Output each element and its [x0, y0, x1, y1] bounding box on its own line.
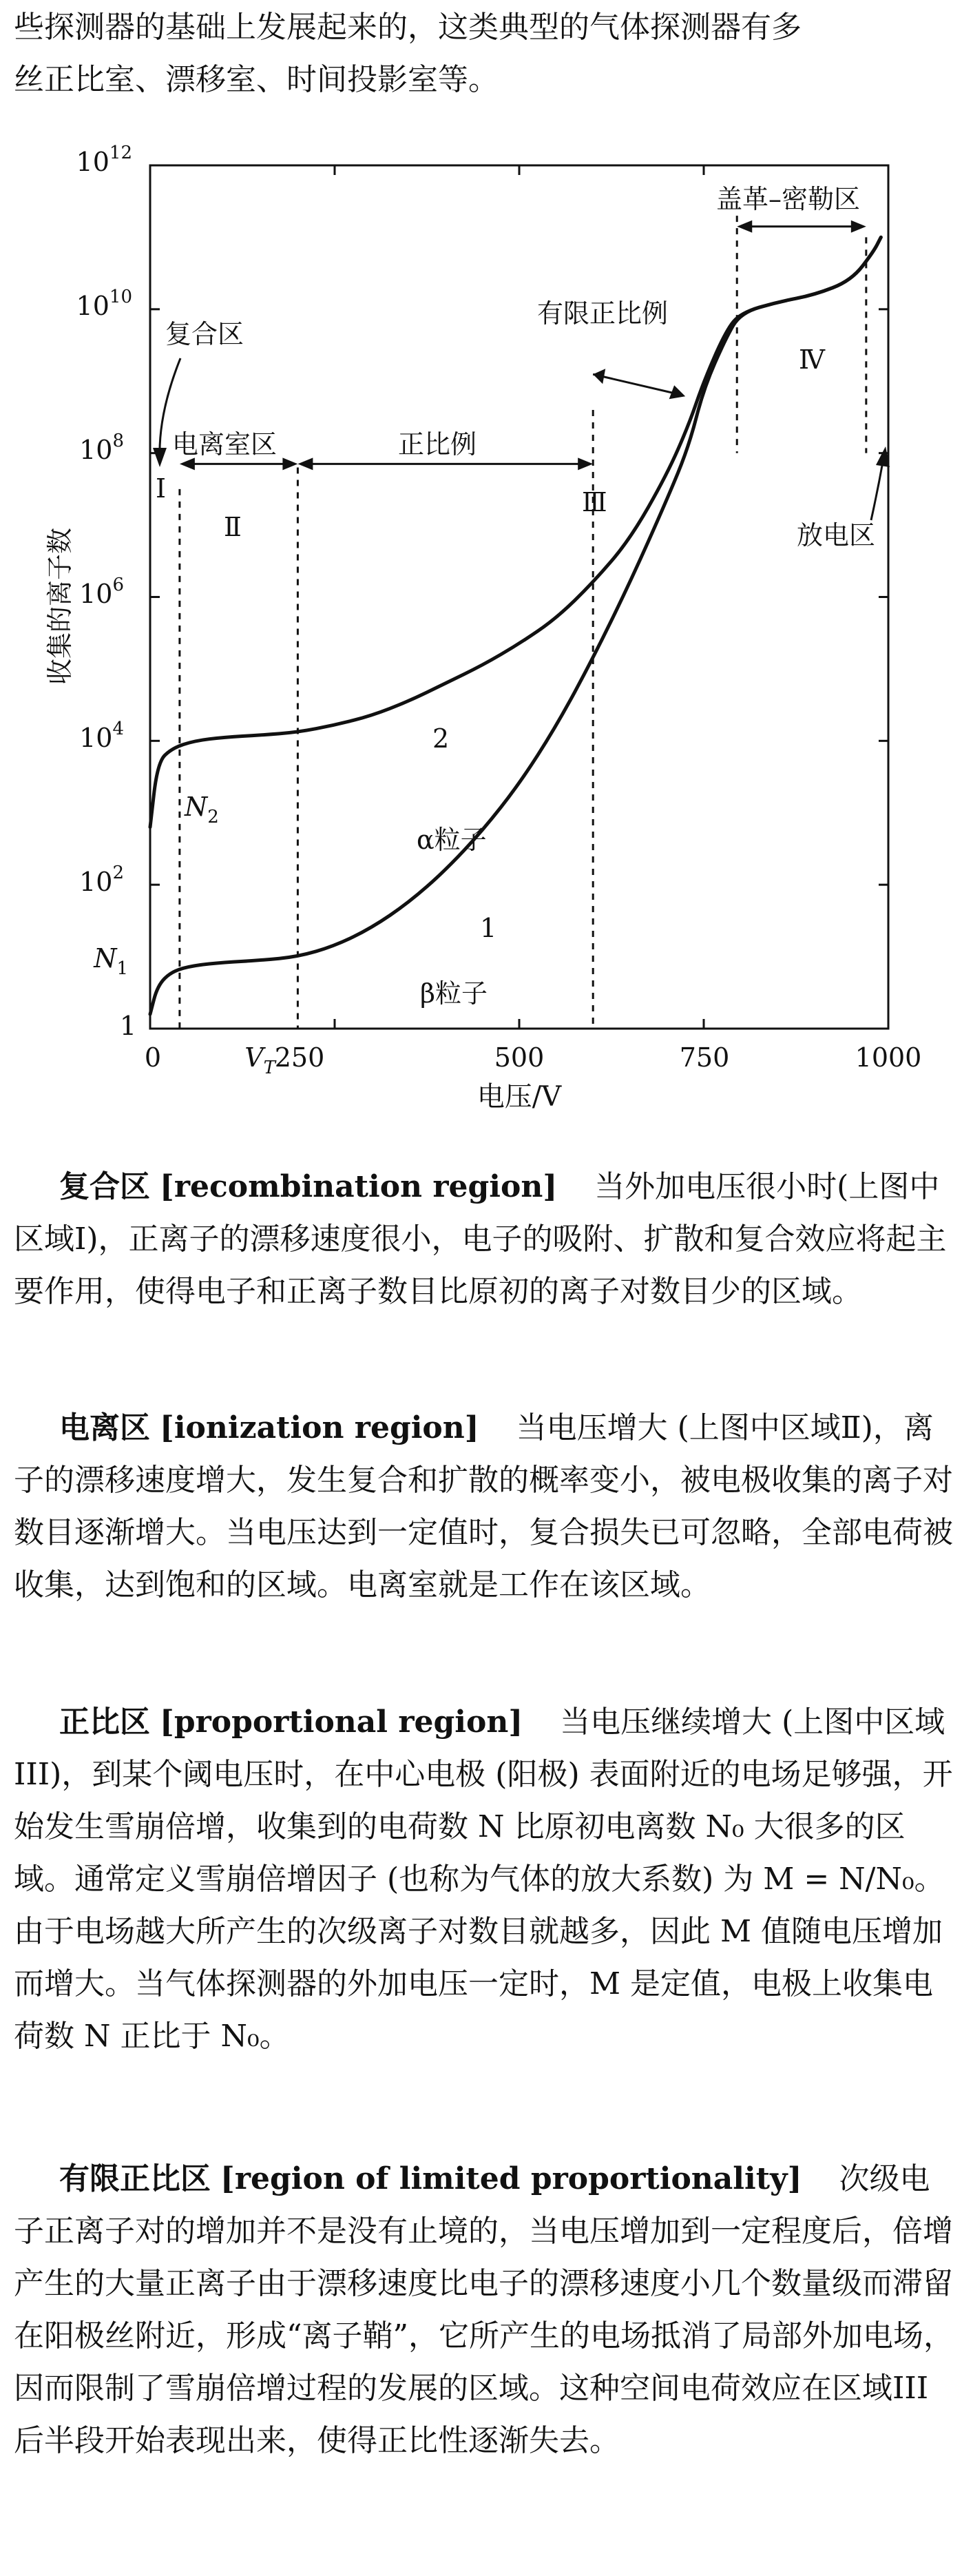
x-tick-label: 750: [679, 1042, 730, 1073]
entry-term: 电离区: [59, 1410, 150, 1445]
y-tick-label: 1: [119, 1011, 136, 1041]
region-label-IV: Ⅳ: [799, 344, 825, 375]
beta-label: β粒子: [420, 978, 488, 1009]
glossary-entry: [14, 1161, 959, 1318]
glossary-entry: [14, 1402, 959, 1611]
limited-arrow: [593, 374, 682, 395]
plot-frame: [150, 165, 888, 1029]
x-axis-label: 电压/V: [477, 1081, 562, 1113]
ion-count-vs-voltage-figure: [0, 124, 973, 1144]
y-tick-label: $N_1$: [94, 943, 128, 979]
intro-line: 些探测器的基础上发展起来的，这类典型的气体探测器有多: [14, 10, 802, 45]
x-tick-label: $V_T$: [244, 1042, 275, 1078]
curve-1: [150, 237, 881, 1014]
limited-arrow-head-left: [593, 369, 605, 384]
y-tick-label: $10^{10}$: [76, 287, 132, 321]
curve-2: [150, 237, 881, 827]
x-tick-label: 500: [494, 1042, 545, 1073]
y-tick-label: $10^4$: [79, 719, 124, 753]
y-tick-label: $10^8$: [79, 431, 124, 465]
intro-line: 丝正比室、漂移室、时间投影室等。: [14, 62, 499, 97]
annotation-ion-chamber: 电离室区: [172, 429, 278, 460]
entry-term: 有限正比区: [59, 2161, 211, 2196]
curve-label-2: 2: [432, 723, 450, 754]
entry-term: 复合区: [59, 1169, 150, 1204]
intro-paragraph: [14, 1, 957, 106]
entry-english: [recombination region]: [160, 1169, 558, 1204]
entry-body: 次级电子正离子对的增加并不是没有止境的，当电压增加到一定程度后，倍增产生的大量正离子由于漂移速度比电子的漂移速度小几个数量级而滞留在阳极丝附近，形成“离子鞘”，它所产生的电场抵消了局部外加电场，因而限制了雪崩倍增过程的发展的区域。这种空间电荷效应在区域III后半段开始表现出来，使得正比性逐渐失去。: [14, 2161, 954, 2458]
proportional-arrow-head-left: [297, 457, 313, 470]
y-tick-labels: [76, 143, 136, 1041]
region-dividers: [180, 216, 866, 1029]
glossary-entry: [14, 1696, 959, 2063]
y-axis-label: 收集的离子数: [45, 527, 75, 686]
annotation-limited: 有限正比例: [537, 298, 669, 329]
annotation-discharge: 放电区: [797, 520, 876, 550]
alpha-label: α粒子: [417, 825, 487, 855]
range-arrows: [180, 220, 866, 471]
entry-body: 当电压增大 (上图中区域Ⅱ)，离子的漂移速度增大，发生复合和扩散的概率变小，被电极收集的离子对数目逐渐增大。当电压达到一定值时，复合损失已可忽略，全部电荷被收集，达到饱和的区域。电离室就是工作在该区域。: [14, 1410, 953, 1603]
entry-body: 当外加电压很小时(上图中区域Ⅰ)，正离子的漂移速度很小，电子的吸附、扩散和复合效应将起主要作用，使得电子和正离子数目比原初的离子对数目少的区域。: [14, 1169, 947, 1309]
region-label-II: Ⅱ: [224, 512, 242, 542]
annotations: [153, 184, 890, 1009]
entry-term: 正比区: [59, 1704, 150, 1740]
y-tick-label: $10^2$: [79, 863, 124, 897]
y-tick-label: $10^{12}$: [76, 143, 132, 177]
arrowhead: [153, 448, 167, 467]
x-tick-labels: [145, 1042, 921, 1078]
region-label-I: Ⅰ: [156, 473, 167, 504]
entry-english: [ionization region]: [160, 1410, 479, 1445]
entry-body: 当电压继续增大 (上图中区域III)，到某个阈电压时，在中心电极 (阳极) 表面附近的电场足够强，开始发生雪崩倍增，收集到的电荷数 N 比原初电离数 N₀ 大很多的区域。通常定义雪崩倍增因子 (也称为气体的放大系数) 为 M = N/N₀。由于电场越大所产生的次级离子对数目就越多，因此 M 值随电压增加而增大。当气体探测器的外加电压一定时，M 是定值，电极上收集电荷数 N 正比于 N₀。: [14, 1704, 953, 2054]
proportional-arrow-head-right: [578, 457, 593, 470]
curves: [150, 237, 881, 1014]
geiger-arrow-head-right: [851, 220, 866, 233]
entry-english: [proportional region]: [160, 1704, 523, 1740]
x-tick-label: 0: [144, 1042, 162, 1073]
glossary-entry: [14, 2153, 959, 2467]
x-tick-label: 1000: [855, 1042, 922, 1073]
annotation-recombination: 复合区: [165, 319, 244, 349]
ion-chamber-arrow-head-left: [180, 457, 195, 470]
annotation-proportional: 正比例: [398, 429, 477, 460]
y-tick-label: $10^6$: [79, 575, 124, 609]
arrow-discharge: [871, 458, 883, 520]
n2-label: $N_2$: [185, 792, 219, 827]
region-label-III: Ⅲ: [582, 487, 607, 517]
curve-label-1: 1: [480, 913, 497, 943]
axis-ticks: [150, 165, 888, 1029]
entry-english: [region of limited proportionality]: [220, 2161, 802, 2196]
annotation-geiger: 盖革–密勒区: [716, 184, 861, 214]
ion-chamber-arrow-head-right: [282, 457, 297, 470]
geiger-arrow-head-left: [737, 220, 752, 233]
x-tick-label: 250: [274, 1042, 325, 1073]
